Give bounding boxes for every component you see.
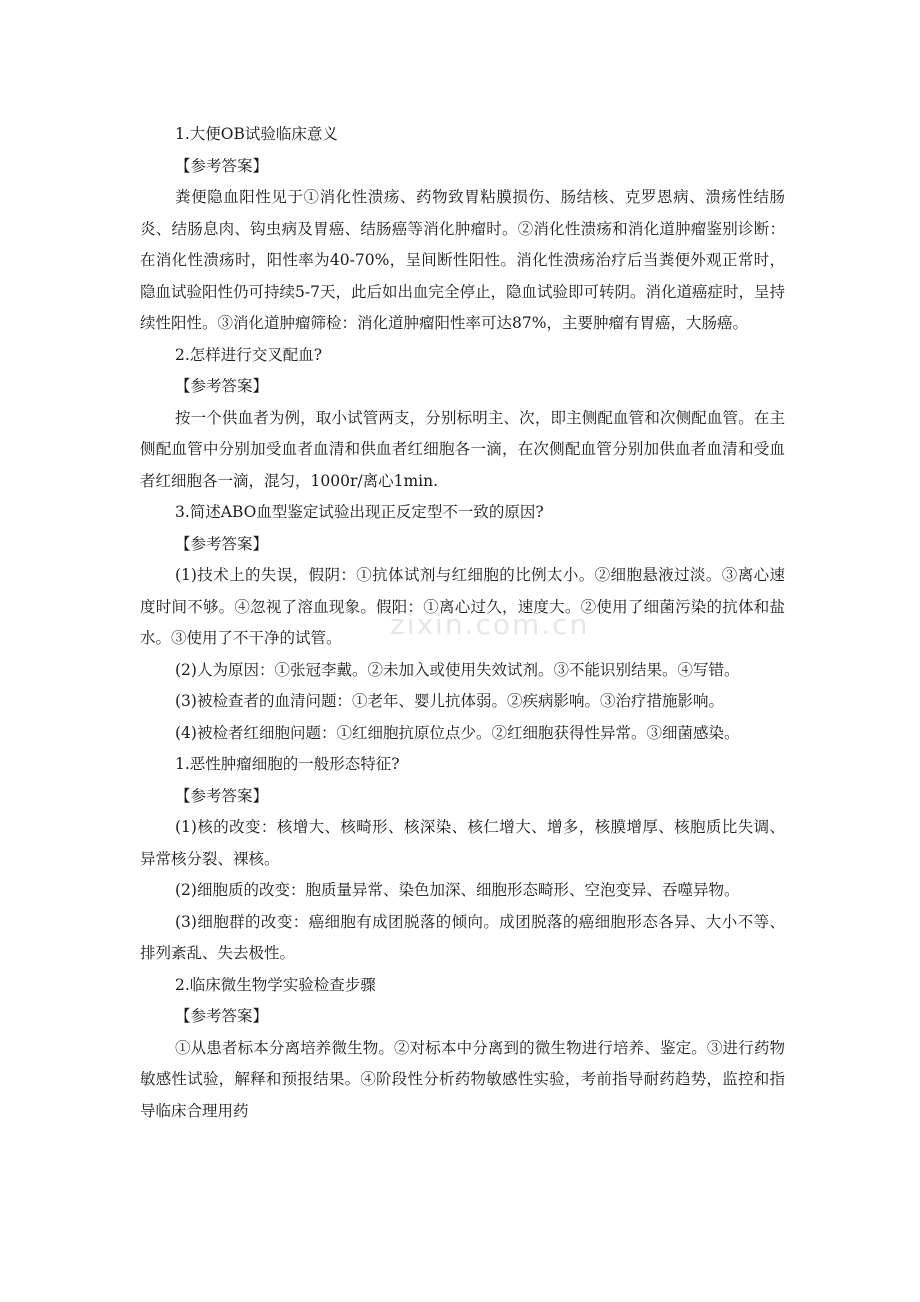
watermark: zixin.com.cn xyxy=(390,608,590,641)
question-heading: 2.临床微生物学实验检查步骤 xyxy=(175,975,376,994)
answer-text: (3)细胞群的改变：癌细胞有成团脱落的倾向。成团脱落的癌细胞形态各异、大小不等、排列紊乱、失去极性。 xyxy=(140,912,785,962)
answer-label: 【参考答案】 xyxy=(175,786,269,805)
question-heading: 2.怎样进行交叉配血? xyxy=(175,345,323,364)
answer-text: (3)被检查者的血清问题：①老年、婴儿抗体弱。②疾病影响。③治疗措施影响。 xyxy=(175,692,724,710)
answer-label: 【参考答案】 xyxy=(175,1007,269,1025)
answer-text: (2)人为原因：①张冠李戴。②未加入或使用失效试剂。③不能识别结果。④写错。 xyxy=(175,660,740,679)
answer-label: 【参考答案】 xyxy=(175,156,269,175)
answer-text: (1)技术上的失误，假阴：①抗体试剂与红细胞的比例太小。②细胞悬液过淡。③离心速度时间不够。④忽视了溶血现象。假阳：①离心过久，速度大。②使用了细菌污染的抗体和盐水。③使用了不干净的试管。 xyxy=(140,566,785,647)
answer-text: 按一个供血者为例，取小试管两支，分别标明主、次，即主侧配血管和次侧配血管。在主侧配血管中分别加受血者血清和供血者红细胞各一滴，在次侧配血管分别加供血者血清和受血者红细胞各一滴，混匀，1000r/离心1min. xyxy=(140,408,785,490)
answer-label: 【参考答案】 xyxy=(175,377,269,395)
document-body xyxy=(140,119,785,1127)
question-heading: 1.恶性肿瘤细胞的一般形态特征? xyxy=(175,755,400,773)
answer-label: 【参考答案】 xyxy=(175,534,269,553)
answer-text: (4)被检者红细胞问题：①红细胞抗原位点少。②红细胞获得性异常。③细菌感染。 xyxy=(175,723,740,742)
answer-text: ①从患者标本分离培养微生物。②对标本中分离到的微生物进行培养、鉴定。③进行药物敏感性试验，解释和预报结果。④阶段性分析药物敏感性实验，考前指导耐药趋势，监控和指导临床合理用药 xyxy=(140,1038,785,1120)
answer-text: (1)核的改变：核增大、核畸形、核深染、核仁增大、增多，核膜增厚、核胞质比失调、异常核分裂、裸核。 xyxy=(140,818,785,868)
answer-text: (2)细胞质的改变：胞质量异常、染色加深、细胞形态畸形、空泡变异、吞噬异物。 xyxy=(175,881,740,899)
answer-text: 粪便隐血阳性见于①消化性溃疡、药物致胃粘膜损伤、肠结核、克罗恩病、溃疡性结肠炎、结肠息肉、钩虫病及胃癌、结肠癌等消化肿瘤时。②消化性溃疡和消化道肿瘤鉴别诊断：在消化性溃疡时，阳性率为40-70%，呈间断性阳性。消化性溃疡治疗后当粪便外观正常时，隐血试验阳性仍可持续5-7天，此后如出血完全停止，隐血试验即可转阴。消化道癌症时，呈持续性阳性。③消化道肿瘤筛检：消化道肿瘤阳性率可达87%，主要肿瘤有胃癌，大肠癌。 xyxy=(140,188,785,332)
question-heading: 3.简述ABO血型鉴定试验出现正反定型不一致的原因? xyxy=(175,503,544,521)
question-heading: 1.大便OB试验临床意义 xyxy=(175,125,338,143)
